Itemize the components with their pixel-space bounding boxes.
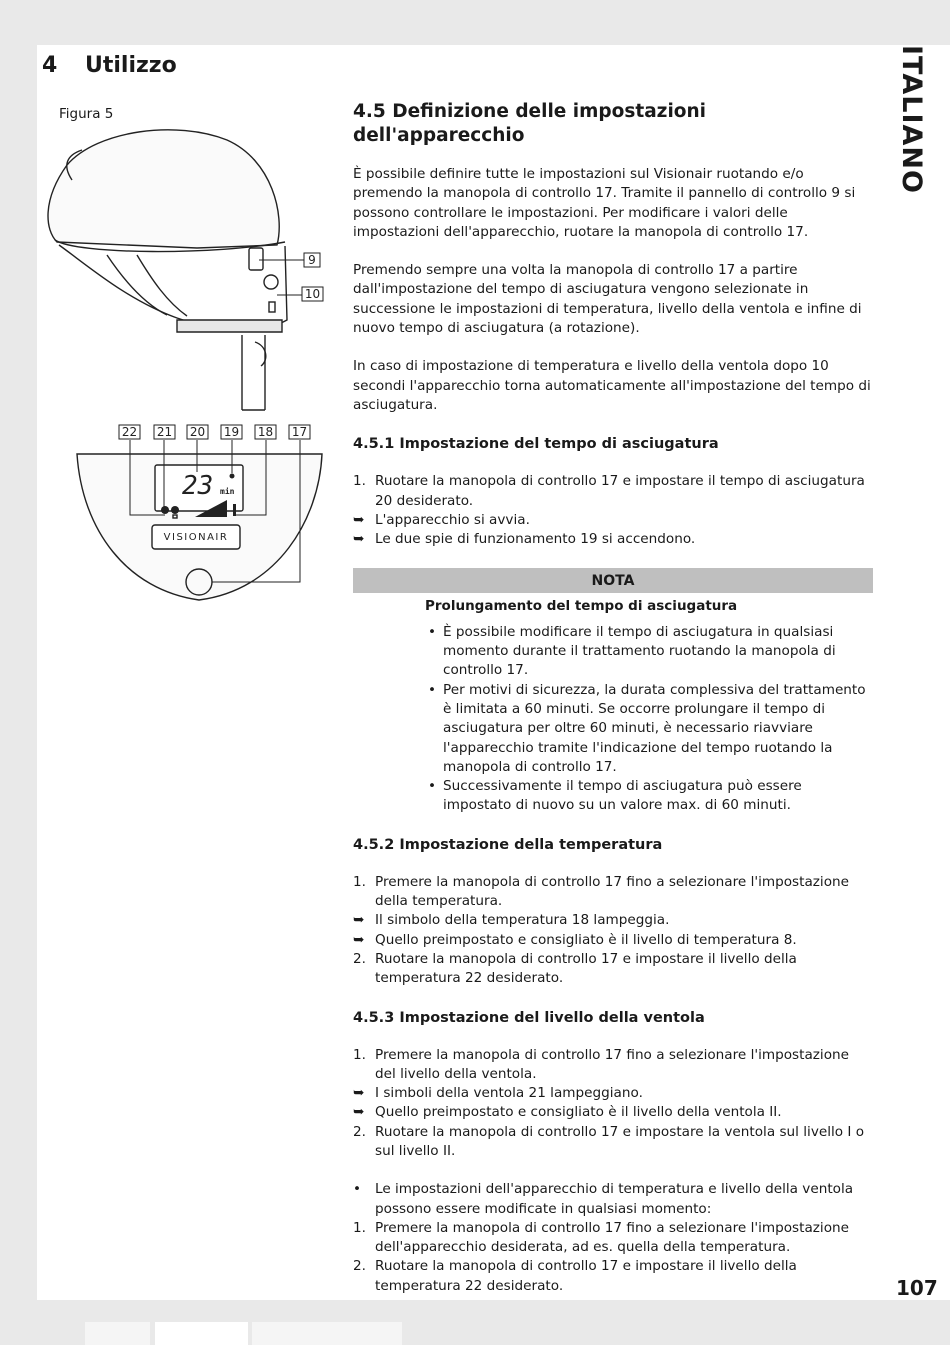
section-paragraph-2: Premendo sempre una volta la manopola di controllo 17 a partire dall'impostazione del tempo di asciugatura vengono selezionate in successione le impostazioni di temperatura, livello della ventola e infine di nuovo tempo di asciugatura (a rotazione). [353, 262, 862, 337]
section-paragraph-3: In caso di impostazione di temperatura e livello della ventola dopo 10 secondi l'apparecchio torna automaticamente all'impostazione del tempo di asciugatura. [353, 358, 871, 413]
list-item: 1. Premere la manopola di controllo 17 fino a selezionare l'impostazione del livello della ventola. [353, 1046, 850, 1082]
list-item: • Le impostazioni dell'apparecchio di temperatura e livello della ventola possono essere modificate in qualsiasi momento: [353, 1181, 854, 1217]
note-heading: NOTA [353, 568, 873, 593]
list-item: ➥ I simboli della ventola 21 lampeggiano. [353, 1085, 643, 1102]
list-item: 1. Premere la manopola di controllo 17 fino a selezionare l'impostazione dell'apparecchio desiderata, ad es. quella della temperatura. [353, 1219, 850, 1256]
list-item: 2. Ruotare la manopola di controllo 17 e impostare il livello della temperatura 22 desiderato. [353, 950, 797, 987]
list-item: 2. Ruotare la manopola di controllo 17 e impostare il livello della temperatura 22 desiderato. [353, 1258, 797, 1294]
callout-19: 19 [223, 425, 240, 439]
subsection-title-2: 4.5.2 Impostazione della temperatura [353, 836, 663, 853]
list-item: • È possibile modificare il tempo di asciugatura in qualsiasi momento durante il trattamento ruotando la manopola di controllo 17. [428, 623, 836, 679]
section-title: 4.5 Definizione delle impostazioni dell'apparecchio [353, 101, 707, 146]
main-content [353, 100, 873, 1315]
page-number: 107 [896, 1276, 938, 1300]
section-paragraph-1: È possibile definire tutte le impostazioni sul Visionair ruotando e/o premendo la manopola di controllo 17. Tramite il pannello di controllo 9 si possono controllare le impostazioni. Per modificare i valori delle impostazioni dell'apparecchio, ruotare la manopola di controllo 17. [353, 166, 856, 240]
display-unit: min [220, 487, 235, 496]
side-tab [882, 45, 950, 1300]
chapter-number: 4 [42, 53, 58, 78]
callout-9: 9 [308, 253, 316, 267]
list-item: 1. Ruotare la manopola di controllo 17 e impostare il tempo di asciugatura 20 desiderato. [353, 473, 865, 509]
list-item: ➥ Quello preimpostato e consigliato è il livello di temperatura 8. [353, 931, 797, 948]
callout-10: 10 [304, 287, 321, 301]
list-item: ➥ Le due spie di funzionamento 19 si accendono. [353, 531, 696, 548]
chapter-title: Utilizzo [85, 53, 177, 78]
footer-strip [155, 1322, 248, 1345]
steps-list-4 [353, 1180, 873, 1296]
callout-18: 18 [257, 425, 274, 439]
figure-illustration [37, 120, 337, 620]
list-item: • Per motivi di sicurezza, la durata complessiva del trattamento è limitata a 60 minuti. Se occorre prolungare il tempo di asciugatura per oltre 60 minuti, è necessario riavviare l'apparecchio tramite l'indicazione del tempo ruotando la manopola di controllo 17. [428, 681, 866, 775]
callout-21: 21 [156, 425, 173, 439]
subsection-title-1: 4.5.1 Impostazione del tempo di asciugatura [353, 436, 719, 453]
list-item: ➥ Il simbolo della temperatura 18 lampeggia. [353, 912, 670, 929]
footer-strip [252, 1322, 402, 1345]
list-item: ➥ Quello preimpostato e consigliato è il livello della ventola II. [353, 1104, 782, 1121]
callout-22: 22 [121, 425, 138, 439]
dryer-drawing [48, 130, 287, 410]
callout-17: 17 [291, 425, 308, 439]
list-item: ➥ L'apparecchio si avvia. [353, 511, 530, 528]
note-list [425, 623, 873, 816]
steps-list-3 [353, 1046, 873, 1162]
list-item: 1. Premere la manopola di controllo 17 fino a selezionare l'impostazione della temperatura. [353, 873, 850, 910]
figure-label: Figura 5 [59, 106, 114, 122]
subsection-title-3: 4.5.3 Impostazione del livello della ventola [353, 1009, 705, 1026]
callout-20: 20 [189, 425, 206, 439]
language-tab: ITALIANO [896, 45, 927, 194]
note-subtitle: Prolungamento del tempo di asciugatura [425, 598, 738, 615]
list-item: 2. Ruotare la manopola di controllo 17 e impostare la ventola sul livello I o sul livello II. [353, 1123, 865, 1159]
steps-list-2 [353, 873, 873, 989]
display-value: 23 [182, 471, 214, 501]
list-item: • Successivamente il tempo di asciugatura può essere impostato di nuovo su un valore max. di 60 minuti. [428, 778, 802, 814]
steps-list-1 [353, 472, 873, 549]
footer-strip [85, 1322, 150, 1345]
brand-label: VISIONAIR [163, 532, 229, 543]
